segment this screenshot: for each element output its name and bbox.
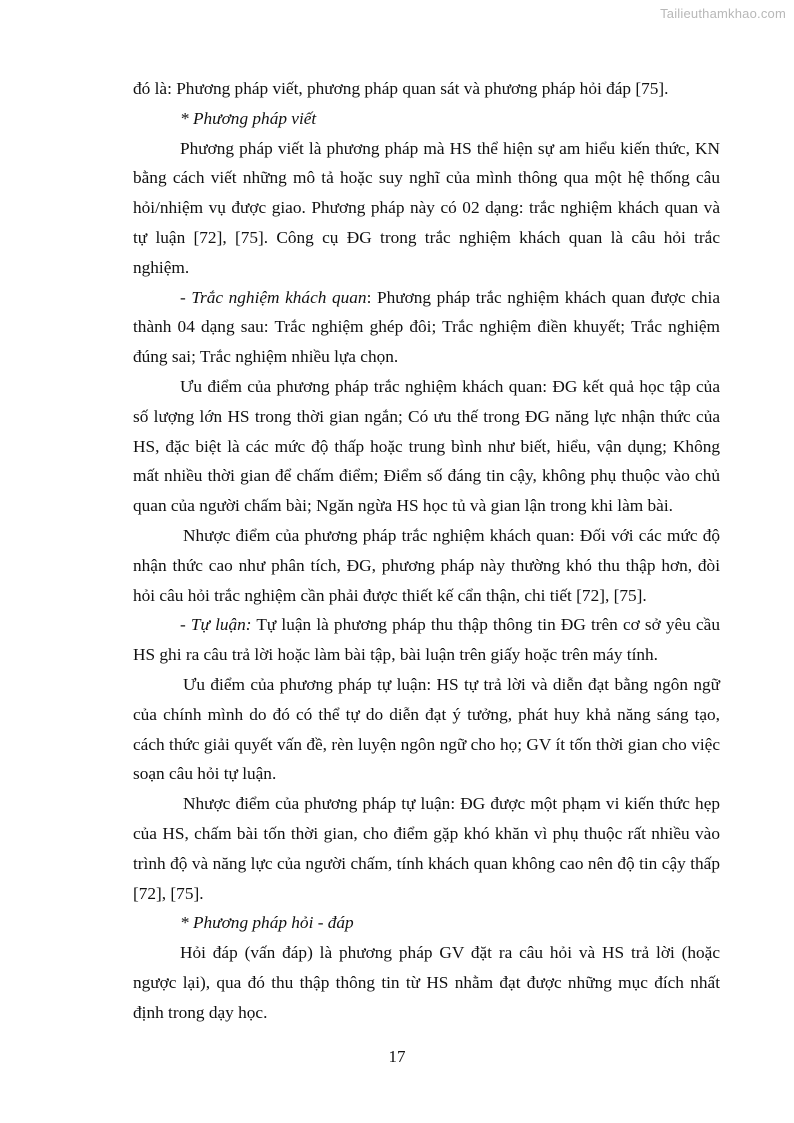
term-trac-nghiem-khach-quan: - Trắc nghiệm khách quan (180, 287, 367, 307)
paragraph-tu-luan (133, 610, 720, 670)
watermark: Tailieuthamkhao.com (660, 6, 786, 21)
term-tu-luan: - Tự luận: (180, 615, 252, 635)
paragraph-intro: đó là: Phương pháp viết, phương pháp quan sát và phương pháp hỏi đáp [75]. (133, 79, 669, 98)
heading-phuong-phap-viet: * Phương pháp viết (180, 108, 317, 128)
paragraph-nhuoc-diem-trac-nghiem: Nhược điểm của phương pháp trắc nghiệm khách quan: Đối với các mức độ nhận thức cao như phân tích, ĐG, phương pháp này thường khó thu thập hơn, đòi hỏi câu hỏi trắc nghiệm cần phải được thiết kế cẩn thận, chi tiết [72], [75]. (133, 525, 720, 605)
heading-phuong-phap-hoi-dap: * Phương pháp hỏi - đáp (180, 913, 354, 933)
paragraph-trac-nghiem-khach-quan (133, 283, 720, 372)
paragraph-nhuoc-diem-tu-luan: Nhược điểm của phương pháp tự luận: ĐG được một phạm vi kiến thức hẹp của HS, chấm bài tốn thời gian, cho điểm gặp khó khăn vì phụ thuộc rất nhiều vào trình độ và năng lực của người chấm, tính khách quan không cao nên độ tin cậy thấp [72], [75]. (133, 794, 720, 903)
paragraph-uu-diem-trac-nghiem: Ưu điểm của phương pháp trắc nghiệm khách quan: ĐG kết quả học tập của số lượng lớn HS trong thời gian ngắn; Có ưu thế trong ĐG năng lực nhận thức của HS, đặc biệt là các mức độ thấp hoặc trung bình như biết, hiểu, vận dụng; Không mất nhiều thời gian để chấm điểm; Điểm số đáng tin cậy, không phụ thuộc vào chủ quan của người chấm bài; Ngăn ngừa HS học tủ và gian lận trong khi làm bài. (133, 376, 720, 516)
paragraph-uu-diem-tu-luan: Ưu điểm của phương pháp tự luận: HS tự trả lời và diễn đạt bằng ngôn ngữ của chính mình do đó có thể tự do diễn đạt ý tưởng, phát huy khả năng sáng tạo, cách thức giải quyết vấn đề, rèn luyện ngôn ngữ cho họ; GV ít tốn thời gian cho việc soạn câu hỏi tự luận. (133, 674, 720, 784)
text-trac-nghiem-khach-quan: : Phương pháp trắc nghiệm khách quan được chia thành 04 dạng sau: Trắc nghiệm ghép đôi; Trắc nghiệm điền khuyết; Trắc nghiệm đúng sai; Trắc nghiệm nhiều lựa chọn. (133, 287, 720, 367)
page-number: 17 (388, 1047, 406, 1066)
paragraph-phuong-phap-hoi-dap: Hỏi đáp (vấn đáp) là phương pháp GV đặt ra câu hỏi và HS trả lời (hoặc ngược lại), qua đó thu thập thông tin từ HS nhằm đạt được những mục đích nhất định trong dạy học. (133, 943, 720, 1022)
paragraph-phuong-phap-viet: Phương pháp viết là phương pháp mà HS thể hiện sự am hiểu kiến thức, KN bằng cách viết những mô tả hoặc suy nghĩ của mình thông qua một hệ thống câu hỏi/nhiệm vụ được giao. Phương pháp này có 02 dạng: trắc nghiệm khách quan và tự luận [72], [75]. Công cụ ĐG trong trắc nghiệm khách quan là câu hỏi trắc nghiệm. (133, 138, 720, 277)
text-tu-luan: Tự luận là phương pháp thu thập thông tin ĐG trên cơ sở yêu cầu HS ghi ra câu trả lời hoặc làm bài tập, bài luận trên giấy hoặc trên máy tính. (133, 615, 720, 665)
page-body (133, 74, 720, 1028)
